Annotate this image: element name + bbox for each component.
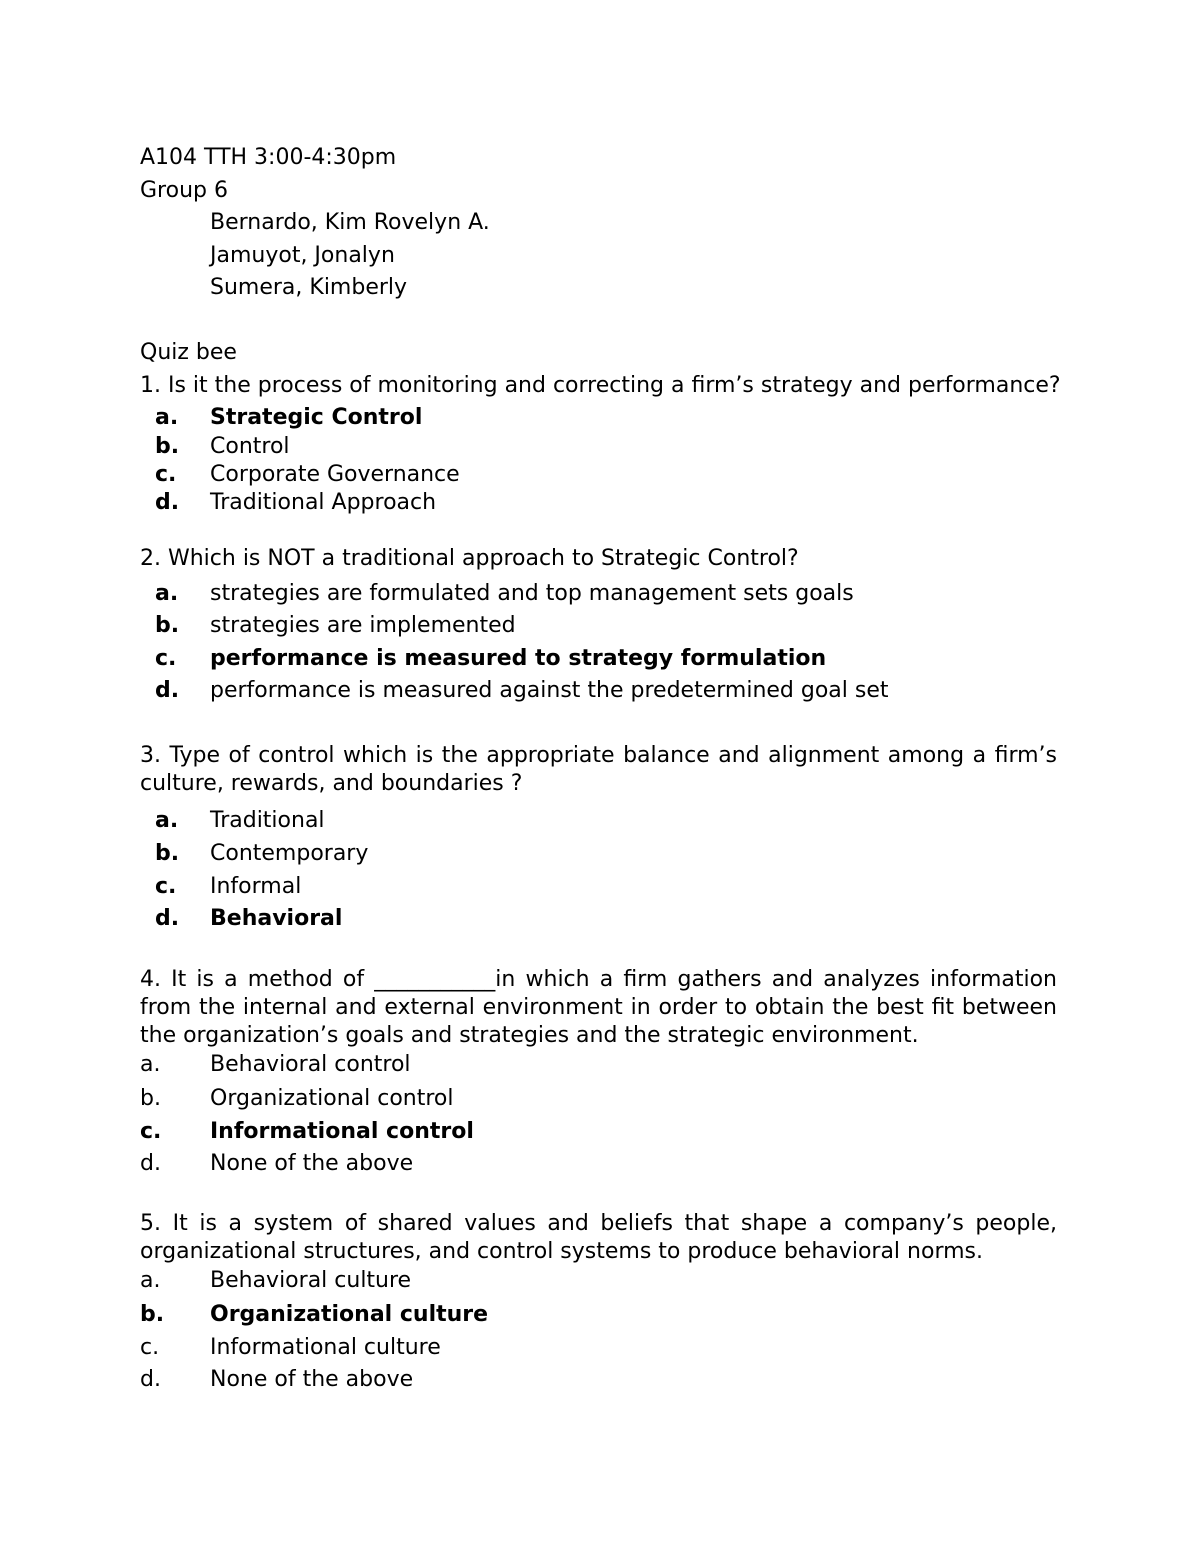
- option-text: Behavioral culture: [210, 1268, 412, 1293]
- option-letter: d.: [155, 678, 180, 703]
- option-text: Control: [210, 434, 290, 459]
- option-letter: c.: [155, 874, 177, 899]
- option-text: Organizational culture: [210, 1302, 489, 1327]
- option-text: Behavioral control: [210, 1052, 411, 1077]
- answer-option: [140, 872, 1100, 902]
- option-letter: b.: [140, 1302, 165, 1327]
- option-letter: d.: [155, 906, 180, 931]
- question-text: 1. Is it the process of monitoring and correcting a firm’s strategy and performance?: [140, 373, 1061, 398]
- answer-option: [140, 1117, 1100, 1147]
- option-letter: a.: [140, 1052, 161, 1077]
- option-letter: a.: [155, 581, 179, 606]
- member-name: Bernardo, Kim Rovelyn A.: [210, 210, 490, 235]
- option-text: Behavioral: [210, 906, 343, 931]
- option-letter: c.: [140, 1335, 160, 1360]
- answer-option: [140, 644, 1100, 674]
- answer-option: [140, 1149, 1100, 1179]
- question-text: 4. It is a method of ___________in which a firm gathers and analyzes information from the internal and external environment in order to obtain the best fit between the organization’s goals and strategies and the strategic environment.: [140, 967, 1057, 1048]
- answer-option: [140, 1333, 1100, 1363]
- member-name: Sumera, Kimberly: [210, 275, 408, 300]
- option-letter: b.: [155, 841, 180, 866]
- option-text: Informal: [210, 874, 302, 899]
- option-text: performance is measured to strategy formulation: [210, 646, 827, 671]
- answer-option: [140, 403, 1100, 433]
- option-text: Strategic Control: [210, 405, 423, 430]
- question-text: 3. Type of control which is the appropriate balance and alignment among a firm’s culture, rewards, and boundaries ?: [140, 743, 1057, 796]
- option-text: None of the above: [210, 1151, 414, 1176]
- option-text: Informational control: [210, 1119, 474, 1144]
- group-label: Group 6: [140, 178, 228, 203]
- option-text: Corporate Governance: [210, 462, 460, 487]
- option-letter: c.: [155, 646, 177, 671]
- option-text: strategies are implemented: [210, 613, 516, 638]
- option-letter: a.: [155, 405, 179, 430]
- answer-option: [140, 904, 1100, 934]
- option-letter: d.: [140, 1367, 161, 1392]
- answer-option: [140, 1365, 1100, 1395]
- answer-option: [140, 806, 1100, 836]
- answer-option: [140, 1050, 1100, 1080]
- option-text: None of the above: [210, 1367, 414, 1392]
- option-letter: b.: [140, 1086, 161, 1111]
- answer-option: [140, 1266, 1100, 1296]
- section-schedule: A104 TTH 3:00-4:30pm: [140, 145, 397, 170]
- option-text: Informational culture: [210, 1335, 441, 1360]
- option-letter: c.: [155, 462, 177, 487]
- question-text: 5. It is a system of shared values and beliefs that shape a company’s people, organizational structures, and control systems to produce behavioral norms.: [140, 1211, 1057, 1264]
- answer-option: [140, 676, 1100, 706]
- option-letter: c.: [140, 1119, 162, 1144]
- answer-option: [140, 432, 1100, 462]
- answer-option: [140, 839, 1100, 869]
- option-text: strategies are formulated and top management sets goals: [210, 581, 854, 606]
- option-text: Traditional: [210, 808, 325, 833]
- option-letter: a.: [155, 808, 179, 833]
- option-text: Organizational control: [210, 1086, 454, 1111]
- option-text: Contemporary: [210, 841, 369, 866]
- question-text: 2. Which is NOT a traditional approach to Strategic Control?: [140, 546, 799, 571]
- answer-option: [140, 1084, 1100, 1114]
- option-text: Traditional Approach: [210, 490, 437, 515]
- option-letter: b.: [155, 613, 180, 638]
- option-letter: d.: [140, 1151, 161, 1176]
- option-text: performance is measured against the predetermined goal set: [210, 678, 889, 703]
- answer-option: [140, 488, 1100, 518]
- member-name: Jamuyot, Jonalyn: [210, 243, 395, 268]
- option-letter: a.: [140, 1268, 161, 1293]
- answer-option: [140, 1300, 1100, 1330]
- option-letter: b.: [155, 434, 180, 459]
- option-letter: d.: [155, 490, 180, 515]
- answer-option: [140, 579, 1100, 609]
- quiz-title: Quiz bee: [140, 340, 237, 365]
- answer-option: [140, 611, 1100, 641]
- answer-option: [140, 460, 1100, 490]
